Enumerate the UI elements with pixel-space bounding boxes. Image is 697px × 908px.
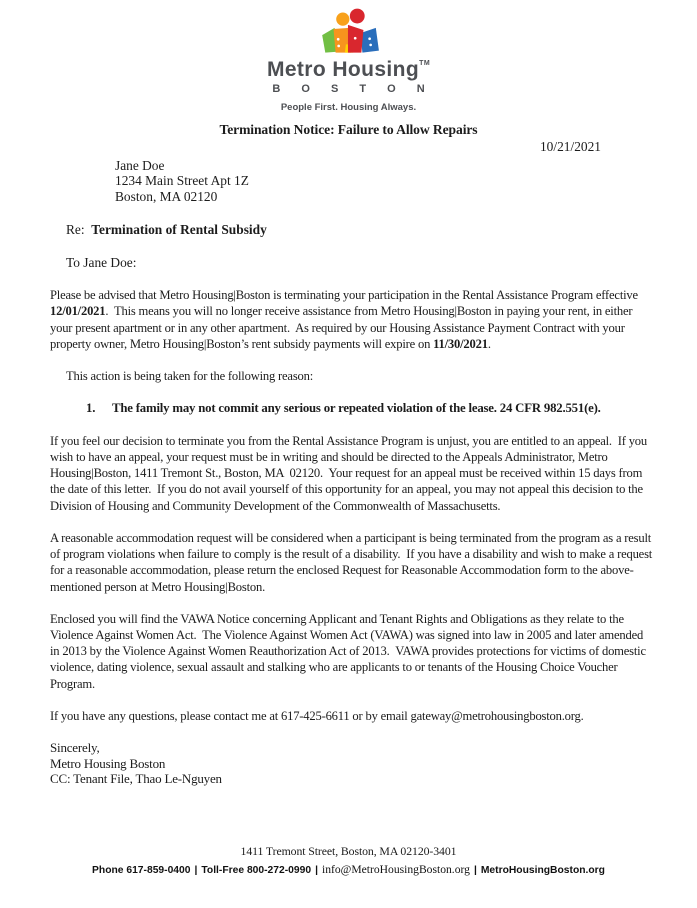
trademark-symbol: TM xyxy=(419,60,431,67)
paragraph-appeal-rights: If you feel our decision to terminate you from the Rental Assistance Program is unjust, you are entitled to an appeal. If you wish to have an appeal, your request must be in writing and should be directed to the Appeals Administrator, Metro Housing|Boston, 1411 Tremont St., Boston, MA 02120. Your request for an appeal must be received within 15 days from the date of this letter. If you do not avail yourself of this opportunity for an appeal, you may not appeal this decision to the Division of Housing and Community Development of the Commonwealth of Massachusetts. xyxy=(50,433,650,513)
logo-wordmark xyxy=(0,59,697,81)
p1-text-1: Please be advised that Metro Housing|Boston is terminating your participation in the Rental Assistance Program effective xyxy=(50,288,641,303)
re-label: Re: xyxy=(66,222,92,238)
footer-website: MetroHousingBoston.org xyxy=(480,865,605,876)
effective-date: 12/01/2021 xyxy=(50,304,106,319)
p1-text-3: . xyxy=(487,336,491,351)
salutation: To Jane Doe: xyxy=(66,255,137,271)
footer-email: info@MetroHousingBoston.org xyxy=(321,863,470,876)
logo-name-text: Metro Housing xyxy=(266,58,420,81)
footer-separator: | xyxy=(315,865,318,876)
letter-date: 10/21/2021 xyxy=(539,139,601,155)
letterhead xyxy=(0,0,697,113)
recipient-address-block xyxy=(115,158,697,204)
recipient-name: Jane Doe xyxy=(115,158,165,174)
signature-block xyxy=(50,740,654,787)
footer-street-address: 1411 Tremont Street, Boston, MA 02120-3401 xyxy=(240,844,457,858)
recipient-city-state-zip: Boston, MA 02120 xyxy=(115,188,218,204)
reason-list-item xyxy=(86,400,640,417)
footer-separator: | xyxy=(194,865,198,876)
re-subject: Termination of Rental Subsidy xyxy=(91,222,267,238)
metro-housing-logo-icon xyxy=(0,8,697,59)
footer-separator: | xyxy=(473,865,477,876)
footer-contact-line xyxy=(0,863,697,876)
p1-text-2: . This means you will no longer receive assistance from Metro Housing|Boston in paying your rent, in either your present apartment or in any other apartment. As required by our Housing Assistance Payment Contract with your property owner, Metro Housing|Boston’s rent subsidy payments will expire on xyxy=(50,304,636,351)
paragraph-reasonable-accommodation: A reasonable accommodation request will be considered when a participant is being terminated from the program as a result of program violations when failure to comply is the result of a disability. If you have a disability and wish to make a request for a reasonable accommodation, please return the enclosed Request for Reasonable Accommodation form to the above-mentioned person at Metro Housing|Boston. xyxy=(50,530,656,594)
logo-city-text: B O S T O N xyxy=(272,83,434,96)
closing-cc-line: CC: Tenant File, Thao Le-Nguyen xyxy=(50,771,222,787)
recipient-street: 1234 Main Street Apt 1Z xyxy=(115,173,249,189)
closing-sincerely: Sincerely, xyxy=(50,739,100,755)
letter-title: Termination Notice: Failure to Allow Repairs xyxy=(219,122,478,138)
footer-phone: Phone 617-859-0400 xyxy=(92,865,191,876)
reason-intro: This action is being taken for the following reason: xyxy=(66,369,314,384)
page-footer xyxy=(0,844,697,876)
closing-organization: Metro Housing Boston xyxy=(50,755,166,771)
footer-tollfree: Toll-Free 800-272-0990 xyxy=(201,865,312,876)
re-subject-line xyxy=(66,222,697,238)
paragraph-contact-info: If you have any questions, please contact me at 617-425-6611 or by email gateway@metrohousingboston.org. xyxy=(50,708,584,723)
reason-text: The family may not commit any serious or repeated violation of the lease. 24 CFR 982.551(e). xyxy=(112,401,601,416)
logo-tagline: People First. Housing Always. xyxy=(280,102,417,114)
paragraph-vawa-notice: Enclosed you will find the VAWA Notice concerning Applicant and Tenant Rights and Obligations as they relate to the Violence Against Women Act. The Violence Against Women Act (VAWA) was signed into law in 2005 and later amended in 2013 by the Violence Against Women Reauthorization Act of 2013. VAWA provides protections for victims of domestic violence, dating violence, sexual assault and stalking who are applicants to or tenants of the Housing Choice Voucher Program. xyxy=(50,611,649,691)
expiry-date: 11/30/2021 xyxy=(433,336,488,351)
reason-number: 1. xyxy=(86,401,96,416)
paragraph-termination-notice xyxy=(50,287,654,352)
